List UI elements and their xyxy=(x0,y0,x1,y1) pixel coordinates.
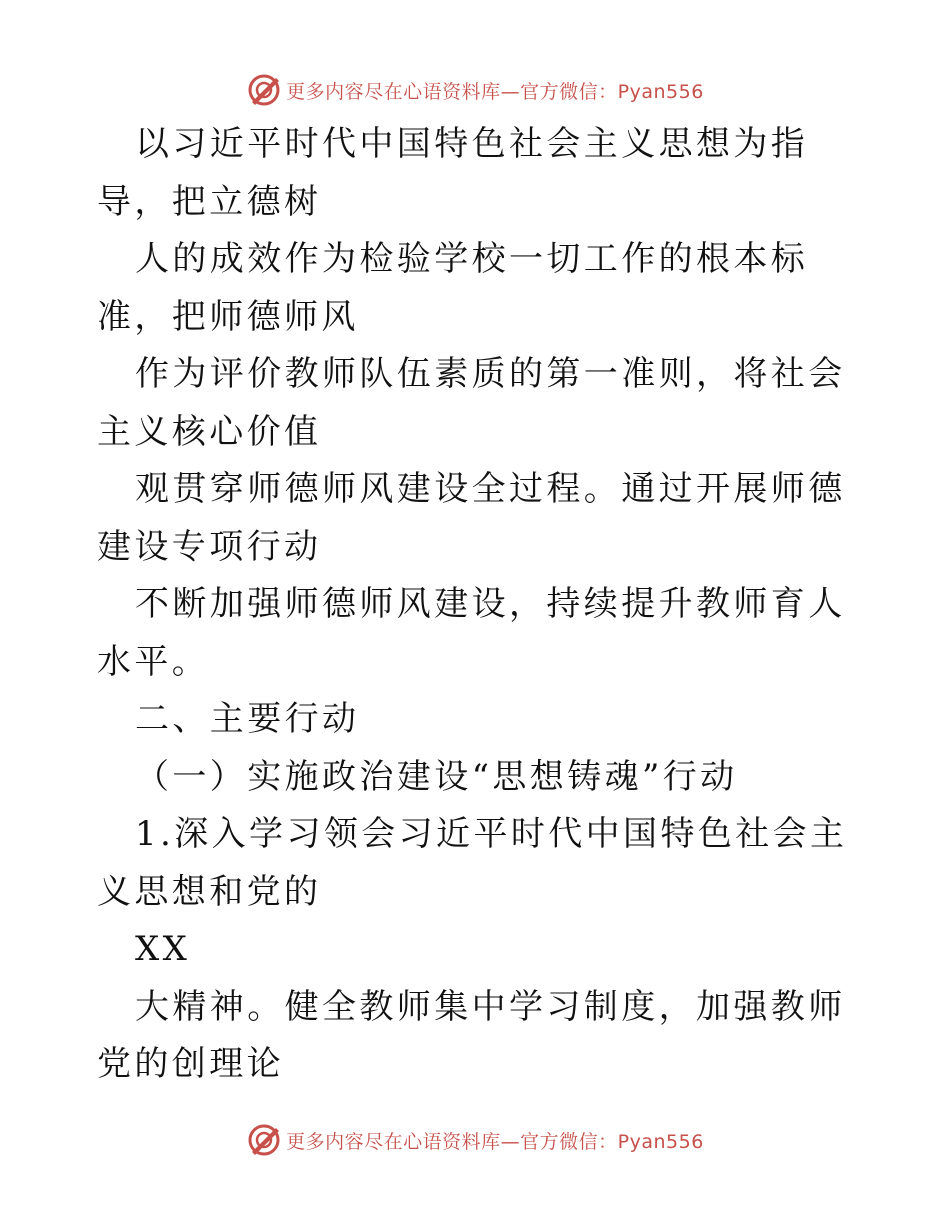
paragraph: 以习近平时代中国特色社会主义思想为指导，把立德树 xyxy=(97,124,809,222)
header-banner-text: 更多内容尽在心语资料库—官方微信：Pyan556 xyxy=(286,80,704,103)
paragraph: 不断加强师德师风建设，持续提升教师育人水平。 xyxy=(97,584,846,682)
pen-logo-icon xyxy=(246,72,282,108)
footer-watermark-banner xyxy=(0,1120,950,1160)
section-heading: 二、主要行动 xyxy=(135,699,360,739)
paragraph: 大精神。健全教师集中学习制度，加强教师党的创理论 xyxy=(97,986,846,1084)
paragraph: 作为评价教师队伍素质的第一准则，将社会主义核心价值 xyxy=(97,354,846,452)
document-body xyxy=(97,116,857,1094)
paragraph: 1.深入学习领会习近平时代中国特色社会主义思想和党的 xyxy=(97,814,848,912)
subsection-heading: （一）实施政治建设“思想铸魂”行动 xyxy=(135,756,738,797)
pen-logo-icon xyxy=(246,1122,282,1158)
header-watermark-banner xyxy=(0,70,950,110)
paragraph: 观贯穿师德师风建设全过程。通过开展师德建设专项行动 xyxy=(97,469,846,567)
footer-banner-text: 更多内容尽在心语资料库—官方微信：Pyan556 xyxy=(286,1130,704,1153)
paragraph: XX xyxy=(135,929,191,969)
paragraph: 人的成效作为检验学校一切工作的根本标准，把师德师风 xyxy=(97,239,809,337)
